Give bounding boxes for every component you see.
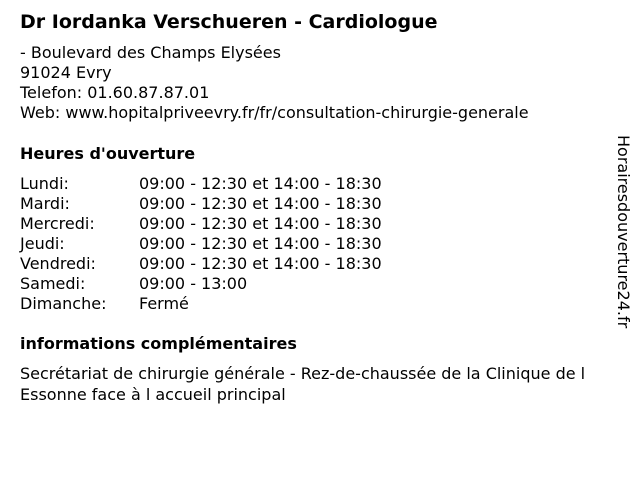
day-label: Vendredi: [20,254,96,273]
hours-row-sunday [20,294,382,314]
day-label: Samedi: [20,274,86,293]
hours-row-tuesday [20,194,382,214]
day-hours: 09:00 - 12:30 et 14:00 - 18:30 [139,194,382,213]
day-hours: 09:00 - 13:00 [139,274,248,293]
watermark-text: Horairesdouverture24.fr [614,135,633,329]
hours-row-friday [20,254,382,274]
hours-row-thursday [20,234,382,254]
opening-hours-table [20,174,382,314]
hours-row-saturday [20,274,382,294]
city: 91024 Evry [20,63,112,82]
day-label: Dimanche: [20,294,107,313]
hours-row-wednesday [20,214,382,234]
day-label: Lundi: [20,174,69,193]
day-hours: 09:00 - 12:30 et 14:00 - 18:30 [139,234,382,253]
doctor-title: Dr Iordanka Verschueren - Cardiologue [20,11,438,33]
phone: Telefon: 01.60.87.87.01 [20,83,210,102]
additional-info-text: Secrétariat de chirurgie générale - Rez-de-chaussée de la Clinique de l Essonne face à l accueil principal [20,364,586,404]
day-hours: 09:00 - 12:30 et 14:00 - 18:30 [139,214,382,233]
hours-row-monday [20,174,382,194]
opening-hours-heading: Heures d'ouverture [20,144,196,163]
day-label: Mercredi: [20,214,95,233]
day-hours: 09:00 - 12:30 et 14:00 - 18:30 [139,254,382,273]
day-hours: Fermé [139,294,189,313]
day-label: Mardi: [20,194,70,213]
street-address: - Boulevard des Champs Elysées [20,43,281,62]
day-hours: 09:00 - 12:30 et 14:00 - 18:30 [139,174,382,193]
additional-info-heading: informations complémentaires [20,334,297,353]
day-label: Jeudi: [20,234,65,253]
address-block [20,43,529,123]
website: Web: www.hopitalpriveevry.fr/fr/consultation-chirurgie-generale [20,103,529,122]
